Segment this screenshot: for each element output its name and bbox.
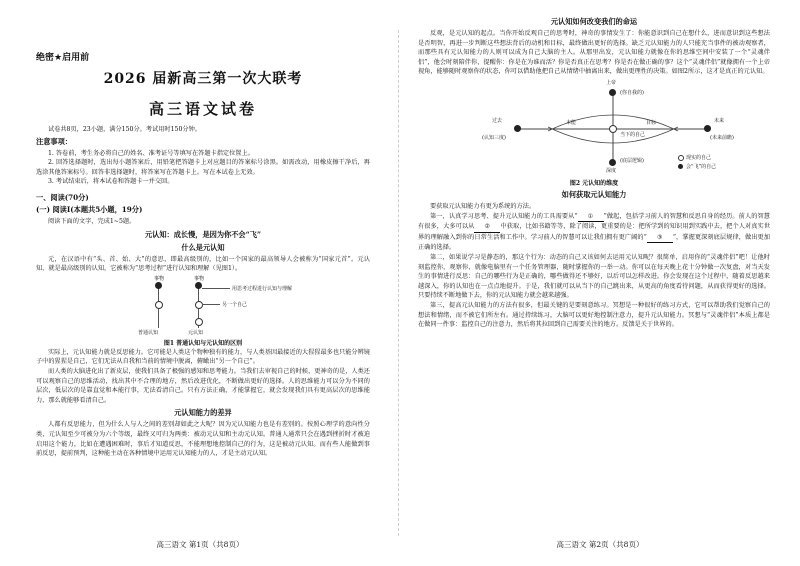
fig2-left-label: 过去: [492, 117, 503, 124]
fill-blank-2: ②: [474, 222, 500, 233]
notice-title: 注意事项：: [36, 136, 72, 146]
fig2-legend-2: 会“飞”的自己: [686, 163, 717, 170]
text-run: 中获取，比如书籍等等，除了阅读，更重要的是：把所学到的知识用到实践中去，把个人对真实世界的理解融入到你的日常生活和工作中。学习前人的智慧可以让我们拥有更广阔的“: [418, 223, 771, 241]
text-run: ”做起，包括学习前人的智慧和反思自身的经历。前人的智慧有很多，大多可以从: [418, 212, 770, 231]
fig2-left-node: [514, 125, 521, 132]
subheading: 如何获取元认知能力: [561, 189, 627, 199]
paragraph: 反观，是元认知的起点。当你开始反观自己的思考时，神奇的事情发生了：你能意识到自己在想什么，进而意识到这些想法是否明智，再进一步判断这些想法背后的动机和目标，最终做出更好的选择。缺乏元认知能力的人只能充当事件的被动观察者，而那些具有元认知能力的人则可以成为自己大脑的主人。从那里出发，元认知能力就像在你的思维空间中安装了一个“灵魂伴侣”，他会时刻陪伴你，提醒你：你是在为谁而活？你是否真正在思考？你是否在做正确的事？这个“灵魂伴侣”就像拥有一个上帝视角，能够随时观察你的状态，你可以借助他把自己从情绪中抽离出来，做出更理性的决策。如图2所示，这才是真正的元认知。: [418, 30, 770, 76]
fig2-legend-marker: [678, 164, 683, 169]
fig2-top-label: 上帝: [606, 79, 617, 86]
fig1-open-dot: [195, 301, 203, 309]
figure-2-caption: 图2 元认知的维度: [569, 179, 619, 187]
fig2-center-label: 当下的自己: [620, 131, 646, 138]
part-description: 阅读下面的文字，完成1~5题。: [48, 217, 136, 225]
fig1-dot: [195, 282, 202, 289]
confidential-mark: 绝密★启用前: [36, 53, 90, 63]
fig1-dot: [155, 282, 162, 289]
text-run: ”，掌握更深刻底层规律，做出更加正确的选择。: [418, 233, 770, 252]
section-heading: 一、阅读(70分): [36, 192, 89, 202]
fig2-right-sub: (未来前瞻): [710, 134, 734, 141]
fig2-center-node: [609, 125, 617, 133]
fig2-bottom-node: [609, 159, 616, 166]
fig2-left-sub: (认知三度): [482, 134, 506, 141]
fig1-open-dot: [195, 318, 203, 326]
paragraph: 第二，如果说学习是静态的，那这个行为：动态的自己又该如何去运用元认知呢？很简单，启用你的“灵魂伴侣”吧！让他时刻监控你，观察你，就像电脑里有一个任务管理器，随时掌握你的一举一动。你可以在每天晚上花十分钟做一次复盘，对当天发生的事情进行反思：自己的哪些行为是正确的，哪些做得还不够好，以后可以怎样改进。你会发现在这个过程中，随着反思越来越深入，你的认知也在一点点地提升。于是，我们就可以从当下的自己跳出来，从更高的角度看待问题，从而获得更好的选择。只要持续不断地做下去，你的元认知能力就会越来越强。: [418, 253, 770, 300]
subject-title: 高三语文试卷: [148, 100, 257, 118]
fig1-arrow-line: [202, 288, 230, 289]
figure-1-caption: 图1 普通认知与元认知的区别: [163, 339, 243, 347]
notice-item: 3. 考试结束后，将本试卷和答题卡一并交回。: [48, 178, 174, 186]
paragraph: 元，在汉语中有“头、首、始、大”的意思，即最高级别的，比如一个国家的最高领导人会被称为“国家元首”。元认知，就是最高级别的认知，它被称为“思考过程”进行认知和理解（见图1）。: [36, 255, 370, 273]
fig1-thing-label: 事物: [194, 275, 205, 282]
fig1-left-label: 普通认知: [138, 329, 159, 336]
fig1-thing-label: 事物: [154, 275, 165, 282]
text-run: 第一，认真学习思考、提升元认知能力的工具需要从“: [430, 212, 578, 220]
exam-title: 2026 届新高三第一次大联考: [103, 71, 303, 87]
paragraph-with-blanks: [418, 212, 770, 253]
figure-2-diagram: [478, 79, 748, 177]
fig2-mid-right-label: 目标: [646, 119, 657, 126]
subheading: 什么是元认知: [181, 242, 225, 252]
fig2-right-label: 未来: [714, 117, 725, 124]
fig1-note: 另一个自己: [222, 301, 248, 308]
article-title: 元认知：成长慢，是因为你不会“飞”: [144, 229, 262, 239]
fig2-top-sub: (你自我的): [620, 89, 644, 96]
paragraph: 要获取元认知能力有更为系统的方法。: [430, 202, 536, 210]
part-heading: (一) 阅读Ⅰ(本题共5小题，19分): [36, 204, 143, 214]
section-title: 元认知如何改变我们的命运: [550, 17, 638, 26]
page-footer: 高三语文 第2页（共8页）: [556, 540, 644, 549]
exam-intro: 试卷共8页，23小题，满分150分。考试用时150分钟。: [48, 126, 201, 133]
fill-blank-3: ③: [647, 233, 673, 244]
fig2-bottom-label: 深度: [606, 167, 617, 174]
fig2-mid-left-label: 本能: [566, 119, 577, 126]
notice-item: 1. 答卷前，考生务必将自己的姓名、准考证号等填写在答题卡指定位置上。: [48, 149, 254, 157]
fig1-right-label: 元认知: [188, 329, 204, 336]
paragraph: 而人类的大脑进化出了新皮层，使我们具备了极强的感知和思考能力。当我们去审视自己的时候，更神奇的是，人类还可以观察自己的思维活动，找出其中不合理的地方，然后改进优化，不断做出更好的选择。人的思维能力可以分为不同的层次，低层次的是靠直觉和本能行事，无法看清自己。只有方法正确，才能掌握它，就会发现我们具有更高层次的思维能力，那么就能够看清自己。: [36, 367, 370, 404]
paragraph: 实际上，元认知能力就是反思能力。它可能是人类这个物种独有的能力，与人类基因最接近的大猩猩最多也只能分辨镜子中的猩猩是自己，它们无法从自我和当前的情境中脱离，俯瞰出“另一个自己”。: [36, 348, 370, 366]
fig2-bottom-sub: (底层逻辑): [620, 157, 644, 164]
fig2-legend-1: 现实的自己: [686, 154, 712, 161]
fig1-note: 用思考过程进行认知与理解: [232, 285, 293, 292]
fig1-arrow-line: [202, 304, 220, 305]
page-footer: 高三语文 第1页（共8页）: [156, 540, 244, 549]
fig2-right-node: [704, 125, 711, 132]
paragraph: 人都有反思能力，但为什么人与人之间的差别却如此之大呢？因为元认知能力也是有差别的。按照心理学的意向性分类，元认知至少可被分为六个等级，最终又可归为两类：被动元认知和主动元认知。普通人通常只会在遇到挫折时才被迫启用这个能力，比如在遭遇困难时，事后才知道反思，不能理想地控制自己的行为，这是被动元认知。而有些人能做到事前反思，提前预判，这种能主动在各种情境中运用元认知能力的人，才是主动元认知。: [36, 421, 370, 458]
right-page: [400, 0, 800, 566]
fig1-open-dot: [155, 301, 163, 309]
fig2-legend-marker: [678, 155, 684, 161]
fig2-top-node: [609, 89, 616, 96]
paragraph: 第三，提高元认知能力的方法有很多，但最关键的是要刻意练习。冥想是一种很好的练习方式，它可以帮助我们觉察自己的想法和情绪，而不被它们所左右。通过持续练习，大脑可以更好地控制注意力，提升元认知能力。冥想与“灵魂伴侣”本质上都是在做同一件事：监控自己的注意力，然后将其拉回到自己需要关注的地方。反馈是关于世界的。: [418, 301, 770, 329]
fill-blank-1: ①: [578, 212, 604, 223]
notice-item: 2. 回答选择题时，选出每小题答案后，用铅笔把答题卡上对应题目的答案标号涂黑。如需改动，用橡皮擦干净后，再选涂其他答案标号。回答非选择题时，将答案写在答题卡上。写在本试卷上无效。: [36, 159, 370, 176]
subheading: 元认知能力的差异: [174, 408, 232, 418]
figure-1-diagram: [136, 276, 316, 336]
